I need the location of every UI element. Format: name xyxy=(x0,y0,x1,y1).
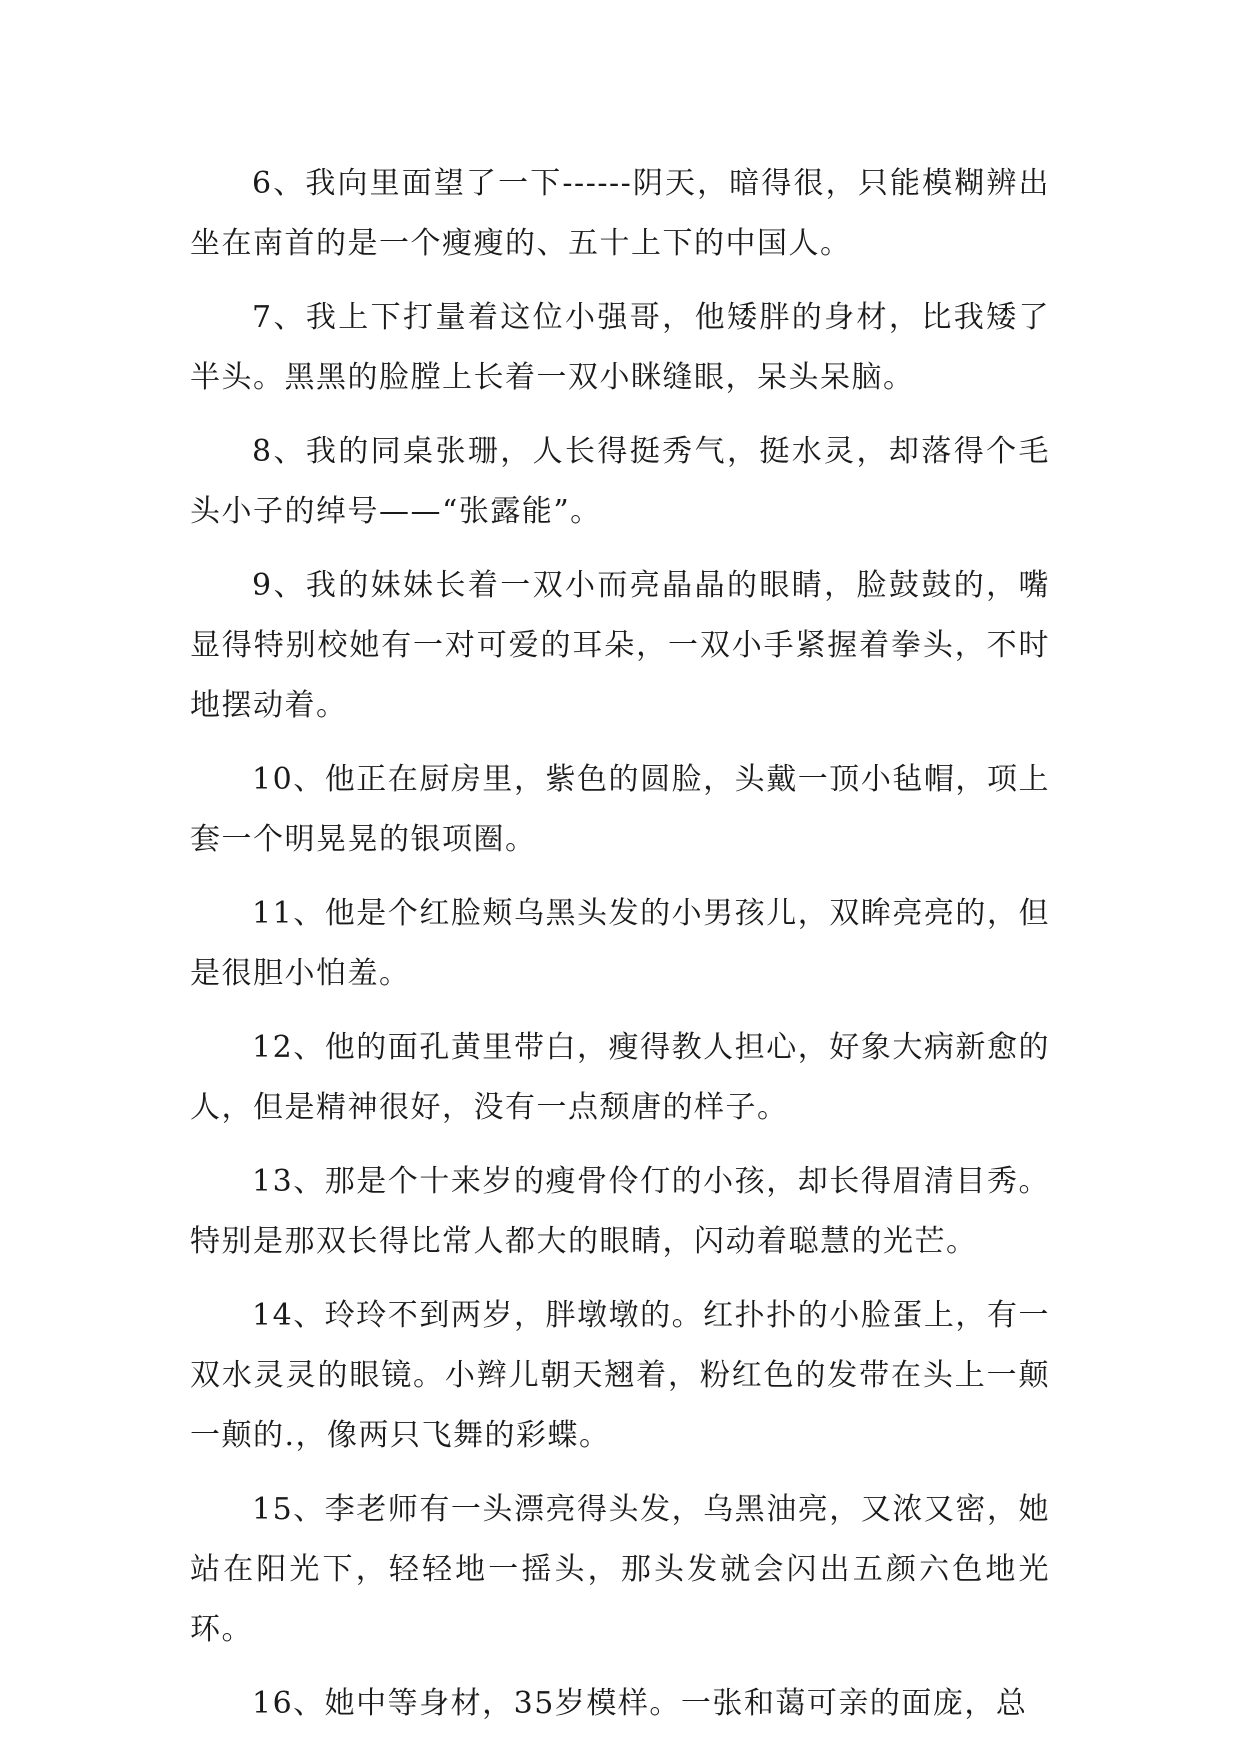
document-body xyxy=(190,154,1050,1734)
paragraph-9: 9、我的妹妹长着一双小而亮晶晶的眼睛，脸鼓鼓的，嘴显得特别校她有一对可爱的耳朵，一双小手紧握着拳头，不时地摆动着。 xyxy=(190,568,1050,723)
paragraph-7: 7、我上下打量着这位小强哥，他矮胖的身材，比我矮了半头。黑黑的脸膛上长着一双小眯缝眼，呆头呆脑。 xyxy=(190,300,1050,395)
paragraph-10: 10、他正在厨房里，紫色的圆脸，头戴一顶小毡帽，项上套一个明晃晃的银项圈。 xyxy=(190,762,1050,857)
paragraph-14: 14、玲玲不到两岁，胖墩墩的。红扑扑的小脸蛋上，有一双水灵灵的眼镜。小辫儿朝天翘着，粉红色的发带在头上一颠一颠的.，像两只飞舞的彩蝶。 xyxy=(190,1298,1050,1453)
paragraph-11: 11、他是个红脸颊乌黑头发的小男孩儿，双眸亮亮的，但是很胆小怕羞。 xyxy=(190,896,1050,991)
paragraph-8: 8、我的同桌张珊，人长得挺秀气，挺水灵，却落得个毛头小子的绰号——“张露能”。 xyxy=(190,434,1050,529)
paragraph-15: 15、李老师有一头漂亮得头发，乌黑油亮，又浓又密，她站在阳光下，轻轻地一摇头，那头发就会闪出五颜六色地光环。 xyxy=(190,1492,1050,1647)
paragraph-13: 13、那是个十来岁的瘦骨伶仃的小孩，却长得眉清目秀。特别是那双长得比常人都大的眼睛，闪动着聪慧的光芒。 xyxy=(190,1164,1050,1259)
paragraph-12: 12、他的面孔黄里带白，瘦得教人担心，好象大病新愈的人，但是精神很好，没有一点颓唐的样子。 xyxy=(190,1030,1050,1125)
paragraph-16: 16、她中等身材，35岁模样。一张和蔼可亲的面庞，总 xyxy=(252,1686,1028,1721)
paragraph-6: 6、我向里面望了一下------阴天，暗得很，只能模糊辨出坐在南首的是一个瘦瘦的、五十上下的中国人。 xyxy=(190,166,1050,261)
